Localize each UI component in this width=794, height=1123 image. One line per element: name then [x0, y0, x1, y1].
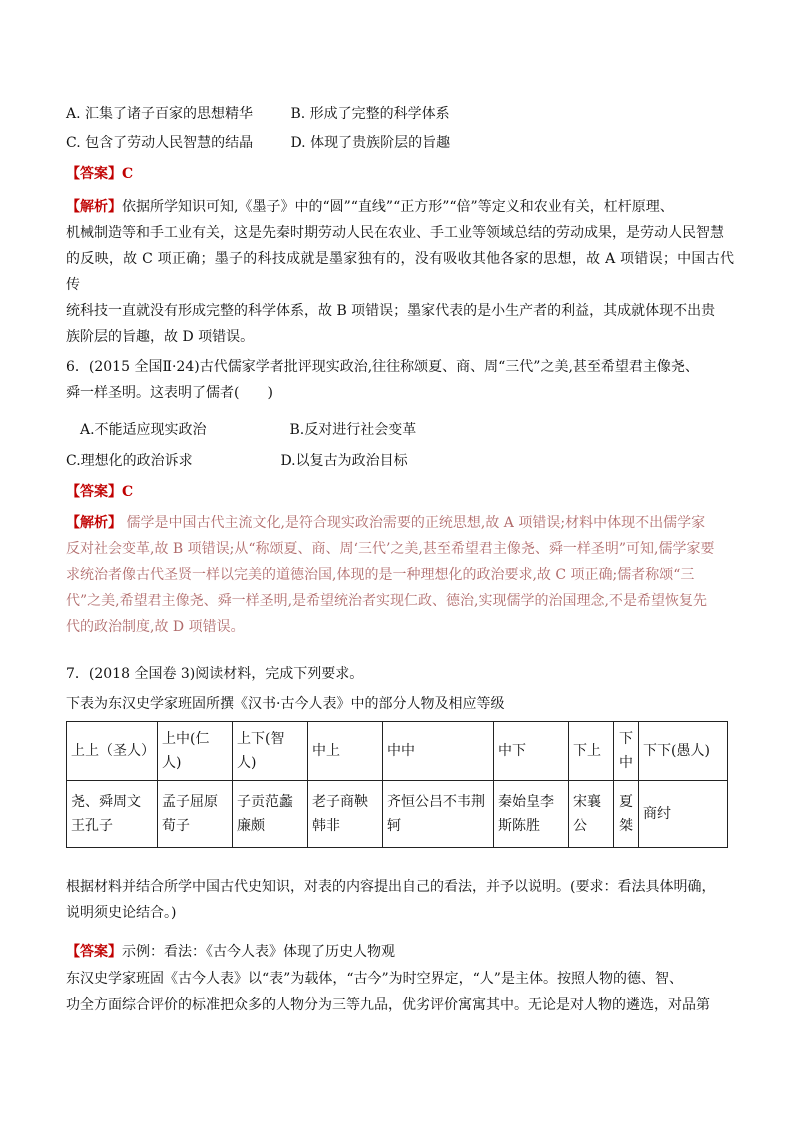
q6-stem-line: 6．(2015 全国Ⅱ·24)古代儒家学者批评现实政治,往往称颂夏、商、周“三代”之美,甚至希望君主像尧、 [66, 359, 699, 375]
table-header-row [67, 722, 728, 781]
table-cell: 宋襄公 [569, 781, 614, 848]
q6-stem-line: 舜一样圣明。这表明了儒者( ) [66, 385, 273, 401]
q6-analysis-line: 代的政治制度,故 D 项错误。 [66, 619, 245, 635]
q6-answer [66, 482, 133, 502]
table-row [67, 781, 728, 848]
table-cell-vertical: 夏桀 [614, 781, 639, 848]
table-header-cell-vertical: 下中 [614, 722, 639, 781]
q6-analysis-line: 反对社会变革,故 B 项错误;从“称颂夏、商、周‘三代’之美,甚至希望君主像尧、舜一样圣明”可知,儒学家要 [66, 541, 715, 557]
table-header-cell: 中中 [383, 722, 494, 781]
q6-option-c: C.理想化的政治诉求 [66, 453, 193, 469]
q5-option-a: A. 汇集了诸子百家的思想精华 [66, 106, 254, 122]
table-header-cell: 中上 [308, 722, 383, 781]
table-header-cell: 上中(仁人) [158, 722, 233, 781]
q7-answer-line: 功全方面综合评价的标准把众多的人物分为三等九品，优劣评价寓寓其中。无论是对人物的遴选，对品第 [66, 997, 710, 1013]
q7-stem: 7．(2018 全国卷 3)阅读材料，完成下列要求。 [66, 666, 364, 682]
table-cell: 孟子屈原荀子 [158, 781, 233, 848]
q7-question-line: 根据材料并结合所学中国古代史知识，对表的内容提出自己的看法，并予以说明。(要求：看法具体明确， [66, 879, 716, 895]
analysis-tag: 【解析】 [66, 199, 122, 215]
q7-answer-head [66, 942, 395, 962]
table-header-cell: 下下(愚人) [639, 722, 728, 781]
answer-tag: 【答案】 [66, 484, 122, 500]
q7-question-line: 说明须史论结合。) [66, 905, 177, 921]
grades-table [66, 721, 728, 848]
table-cell: 齐恒公吕不韦荆轲 [383, 781, 494, 848]
table-cell: 商纣 [639, 781, 728, 848]
q5-analysis-line: 统科技一直就没有形成完整的科学体系，故 B 项错误；墨家代表的是小生产者的利益，其成就体现不出贵 [66, 303, 716, 319]
table-header-cell: 上下(智人) [233, 722, 308, 781]
q5-analysis [66, 194, 734, 350]
q6-option-a: A.不能适应现实政治 [80, 422, 207, 438]
q5-option-d: D. 体现了贵族阶层的旨趣 [290, 135, 451, 151]
table-cell: 子贡范蠡廉颇 [233, 781, 308, 848]
q6-option-b: B.反对进行社会变革 [289, 422, 417, 438]
table-cell: 尧、舜周文王孔子 [67, 781, 158, 848]
table-header-cell: 上上（圣人） [67, 722, 158, 781]
q6-analysis-line: 求统治者像古代圣贤一样以完美的道德治国,体现的是一种理想化的政治要求,故 C 项正确;儒者称颂“三 [66, 567, 695, 583]
table-header-cell: 中下 [494, 722, 569, 781]
q5-option-b: B. 形成了完整的科学体系 [290, 106, 450, 122]
q5-analysis-line: 的反映，故 C 项正确；墨子的科技成就是墨家独有的，没有吸收其他各家的思想，故 A 项错误；中国古代传 [66, 251, 734, 293]
q6-analysis [66, 510, 734, 640]
q6-options-row-2 [66, 451, 408, 471]
q5-answer [66, 164, 133, 184]
q7-table-caption: 下表为东汉史学家班固所撰《汉书·古今人表》中的部分人物及相应等级 [66, 696, 505, 712]
answer-tag: 【答案】 [66, 944, 122, 960]
q5-options-row-1 [66, 104, 450, 124]
table-cell: 老子商鞅韩非 [308, 781, 383, 848]
table-header-cell: 下上 [569, 722, 614, 781]
q6-stem [66, 354, 734, 406]
answer-value: C [122, 484, 134, 500]
q6-option-d: D.以复古为政治目标 [280, 453, 408, 469]
analysis-tag: 【解析】 [66, 515, 122, 531]
answer-value: C [122, 166, 134, 182]
q5-options-row-2 [66, 133, 450, 153]
q5-analysis-line: 机械制造等和手工业有关，这是先秦时期劳动人民在农业、手工业等领域总结的劳动成果，是劳动人民智慧 [66, 225, 724, 241]
q6-options-row-1 [80, 420, 416, 440]
q7-answer-head-text: 示例：看法：《古今人表》体现了历史人物观 [122, 944, 395, 960]
q6-analysis-line: 儒学是中国古代主流文化,是符合现实政治需要的正统思想,故 A 项错误;材料中体现不出儒学家 [122, 515, 706, 531]
q7-answer-body [66, 966, 734, 1018]
q5-option-c: C. 包含了劳动人民智慧的结晶 [66, 135, 254, 151]
table-cell: 秦始皇李斯陈胜 [494, 781, 569, 848]
q7-answer-line: 东汉史学家班固《古今人表》以“表”为载体，“古今”为时空界定，“人”是主体。按照人物的德、智、 [66, 971, 683, 987]
q5-analysis-line: 族阶层的旨趣，故 D 项错误。 [66, 329, 255, 345]
q7-question [66, 874, 734, 926]
q6-analysis-line: 代”之美,希望君主像尧、舜一样圣明,是希望统治者实现仁政、德治,实现儒学的治国理念,不是希望恢复先 [66, 593, 707, 609]
q5-analysis-line: 依据所学知识可知,《墨子》中的“圆”“直线”“正方形”“倍”等定义和农业有关，杠杆原理、 [122, 199, 674, 215]
answer-tag: 【答案】 [66, 166, 122, 182]
